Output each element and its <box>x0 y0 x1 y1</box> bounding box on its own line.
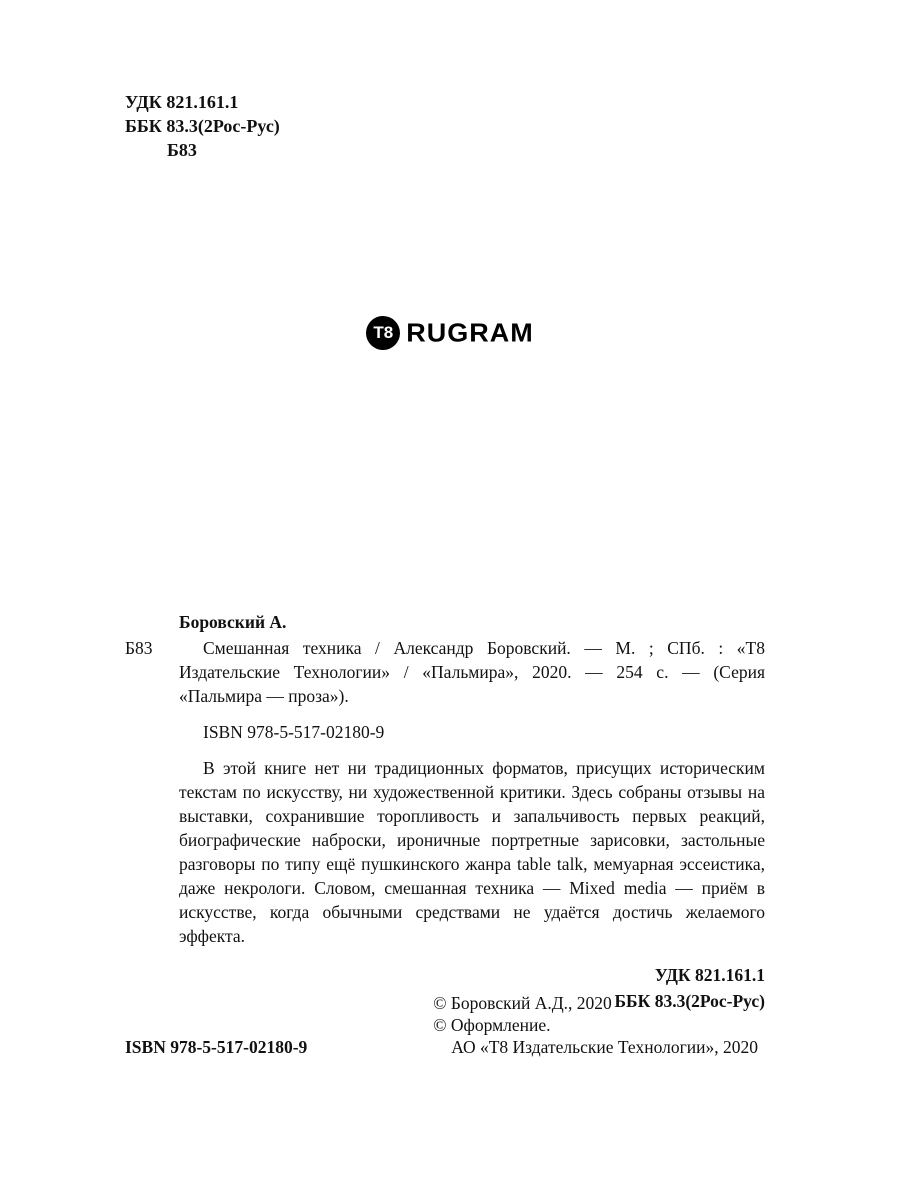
catalog-entry-code: Б83 <box>125 638 153 658</box>
author-name: Боровский А. <box>179 612 287 632</box>
copyright-design-line: © Оформление. <box>433 1015 551 1035</box>
t8-logo-icon: T8 <box>366 316 400 350</box>
publisher-logo <box>0 316 900 350</box>
top-classification-codes <box>125 90 280 162</box>
catalog-entry-text: Смешанная техника / Александр Боровский. — М. ; СПб. : «Т8 Издательские Технологии» / «Пальмира», 2020. — 254 с. — (Серия «Пальмира — проза»). <box>179 638 765 706</box>
publisher-line: АО «Т8 Издательские Технологии», 2020 <box>451 1037 758 1057</box>
bbk-code: ББК 83.3(2Рос-Рус) <box>125 116 280 136</box>
annotation-text: В этой книге нет ни традиционных форматов, присущих историческим текстам по искусству, ни художественной критики. Здесь собраны отзывы на выставки, сохранившие торопливость и запальчивость первых реакций, биографические наброски, ироничные портретные зарисовки, застольные разговоры по типу ещё пушкинского жанра table talk, мемуарная эссеистика, даже некрологи. Словом, смешанная техника — Mixed media — приём в искусстве, когда обычными средствами не удаётся достичь желаемого эффекта. <box>179 758 765 946</box>
isbn-footer: ISBN 978-5-517-02180-9 <box>125 1037 308 1057</box>
bbk-code-bottom: ББК 83.3(2Рос-Рус) <box>614 991 765 1011</box>
isbn-number: ISBN 978-5-517-02180-9 <box>203 722 385 742</box>
catalog-entry-row <box>125 636 765 708</box>
copyright-author-line: © Боровский А.Д., 2020 <box>433 993 612 1013</box>
imprint-footer <box>125 992 758 1058</box>
bibliographic-block <box>125 610 765 1014</box>
udk-code-bottom: УДК 821.161.1 <box>654 965 765 985</box>
copyright-column <box>433 992 758 1058</box>
udk-code: УДК 821.161.1 <box>125 92 239 112</box>
rugram-logo-text: RUGRAM <box>406 318 534 347</box>
author-sign-code: Б83 <box>167 140 197 160</box>
